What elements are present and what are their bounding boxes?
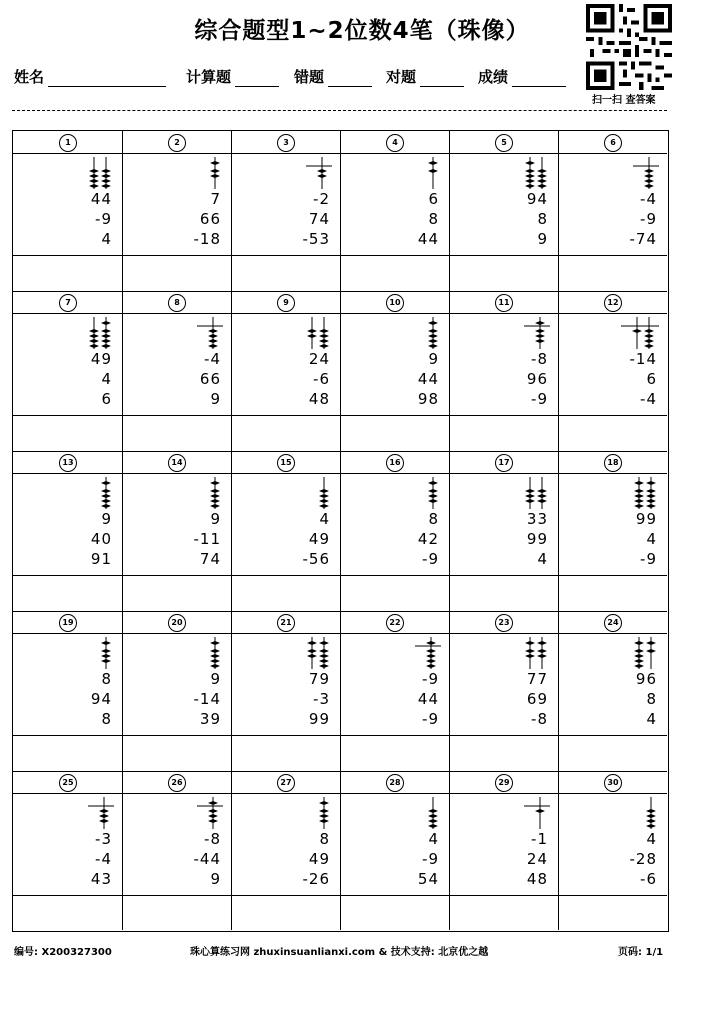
addend-number: -9	[531, 390, 548, 408]
addend-number: -4	[640, 390, 657, 408]
problem-cell	[340, 291, 449, 451]
addend-list	[349, 669, 439, 729]
name-field[interactable]	[14, 66, 166, 87]
addend-list	[349, 349, 439, 409]
calc-blank[interactable]	[235, 68, 279, 87]
question-number: 16	[386, 454, 404, 472]
addend-number: 48	[308, 390, 330, 408]
problem-cell	[122, 291, 231, 451]
addend-number: 94	[526, 190, 548, 208]
addend-number: -4	[95, 850, 112, 868]
abacus-bead-image	[522, 157, 550, 189]
addend-list	[240, 829, 330, 889]
addend-number: 44	[90, 190, 112, 208]
problem-cell	[558, 451, 667, 611]
right-label: 对题	[386, 68, 417, 86]
addend-number: 4	[101, 230, 112, 248]
addend-number: -4	[640, 190, 657, 208]
addend-number: -3	[95, 830, 112, 848]
qr-caption: 扫一扫 查答案	[592, 95, 656, 106]
cut-line	[12, 110, 667, 111]
addend-list	[458, 509, 548, 569]
problem-cell	[558, 131, 667, 291]
addend-number: 42	[417, 530, 439, 548]
question-number: 5	[495, 134, 513, 152]
addend-number: -1	[531, 830, 548, 848]
answer-box[interactable]	[340, 735, 449, 771]
name-blank[interactable]	[48, 68, 166, 87]
addend-number: 9	[210, 670, 221, 688]
addend-number: -4	[204, 350, 221, 368]
addend-list	[567, 669, 657, 729]
problem-cell	[449, 131, 558, 291]
addend-number: 49	[308, 850, 330, 868]
addend-number: 4	[537, 550, 548, 568]
problem-cell	[231, 771, 340, 931]
addend-number: -8	[531, 710, 548, 728]
addend-list	[458, 189, 548, 249]
abacus-bead-image	[425, 317, 441, 349]
addend-list	[567, 829, 657, 889]
question-number: 24	[604, 614, 622, 632]
addend-number: 4	[428, 830, 439, 848]
addend-list	[131, 189, 221, 249]
addend-number: 4	[101, 370, 112, 388]
addend-list	[240, 509, 330, 569]
addend-number: -2	[313, 190, 330, 208]
addend-number: 4	[646, 530, 657, 548]
addend-number: 99	[635, 510, 657, 528]
addend-list	[240, 669, 330, 729]
answer-box[interactable]	[13, 895, 122, 931]
addend-number: 9	[210, 510, 221, 528]
addend-number: -26	[302, 870, 330, 888]
abacus-bead-image	[207, 637, 223, 669]
addend-list	[567, 349, 657, 409]
problem-cell	[558, 771, 667, 931]
addend-number: 9	[101, 510, 112, 528]
answer-box[interactable]	[231, 415, 340, 451]
answer-box[interactable]	[558, 415, 667, 451]
addend-number: 99	[308, 710, 330, 728]
question-number: 29	[495, 774, 513, 792]
addend-number: -9	[422, 670, 439, 688]
addend-number: 44	[417, 690, 439, 708]
addend-number: 4	[646, 710, 657, 728]
question-number: 8	[168, 294, 186, 312]
addend-number: 6	[101, 390, 112, 408]
page-title: 综合题型1~2位数4笔（珠像）	[194, 18, 530, 44]
problem-cell	[13, 131, 122, 291]
abacus-bead-image	[524, 797, 550, 829]
addend-number: 66	[199, 370, 221, 388]
abacus-bead-image	[316, 797, 332, 829]
problem-cell	[231, 131, 340, 291]
addend-number: -8	[531, 350, 548, 368]
answer-box[interactable]	[558, 255, 667, 291]
addend-list	[22, 669, 112, 729]
wrong-label: 错题	[294, 68, 325, 86]
abacus-bead-image	[425, 477, 441, 509]
addend-number: 9	[210, 870, 221, 888]
addend-number: -3	[313, 690, 330, 708]
addend-number: 8	[646, 690, 657, 708]
addend-list	[22, 829, 112, 889]
wrong-field[interactable]	[294, 66, 372, 87]
question-number: 30	[604, 774, 622, 792]
addend-number: 24	[308, 350, 330, 368]
answer-box[interactable]	[449, 735, 558, 771]
abacus-bead-image	[207, 477, 223, 509]
addend-number: 69	[526, 690, 548, 708]
addend-number: 44	[417, 230, 439, 248]
student-info-row	[14, 66, 584, 92]
problem-cell	[449, 611, 558, 771]
addend-list	[22, 349, 112, 409]
abacus-bead-image	[197, 797, 223, 829]
addend-number: -74	[629, 230, 657, 248]
addend-number: 6	[428, 190, 439, 208]
abacus-bead-image	[415, 637, 441, 669]
problem-cell	[340, 771, 449, 931]
question-number: 22	[386, 614, 404, 632]
answer-box[interactable]	[231, 895, 340, 931]
abacus-bead-image	[98, 477, 114, 509]
answer-box[interactable]	[340, 895, 449, 931]
question-number: 21	[277, 614, 295, 632]
wrong-blank[interactable]	[328, 68, 372, 87]
abacus-bead-image	[643, 797, 659, 829]
answer-box[interactable]	[340, 575, 449, 611]
addend-list	[131, 669, 221, 729]
score-field[interactable]	[478, 66, 566, 87]
addend-number: 49	[308, 530, 330, 548]
addend-number: -9	[422, 850, 439, 868]
question-number: 13	[59, 454, 77, 472]
addend-number: 49	[90, 350, 112, 368]
problem-cell	[122, 611, 231, 771]
addend-list	[458, 669, 548, 729]
abacus-bead-image	[88, 797, 114, 829]
addend-number: -9	[640, 210, 657, 228]
answer-box[interactable]	[13, 415, 122, 451]
addend-number: 8	[428, 510, 439, 528]
addend-list	[458, 349, 548, 409]
abacus-bead-image	[522, 477, 550, 509]
addend-number: 39	[199, 710, 221, 728]
answer-box[interactable]	[122, 735, 231, 771]
question-number: 10	[386, 294, 404, 312]
answer-box[interactable]	[122, 895, 231, 931]
qr-code[interactable]	[586, 4, 672, 90]
score-blank[interactable]	[512, 68, 566, 87]
answer-box[interactable]	[231, 735, 340, 771]
addend-number: 91	[90, 550, 112, 568]
calc-label: 计算题	[186, 68, 232, 86]
question-number: 27	[277, 774, 295, 792]
problem-cell	[13, 771, 122, 931]
abacus-bead-image	[425, 797, 441, 829]
addend-number: -9	[95, 210, 112, 228]
question-number: 3	[277, 134, 295, 152]
question-number: 2	[168, 134, 186, 152]
addend-number: 9	[537, 230, 548, 248]
addend-number: 66	[199, 210, 221, 228]
question-number: 1	[59, 134, 77, 152]
answer-box[interactable]	[231, 255, 340, 291]
problem-cell	[449, 291, 558, 451]
right-blank[interactable]	[420, 68, 464, 87]
problem-cell	[13, 291, 122, 451]
addend-number: 24	[526, 850, 548, 868]
abacus-bead-image	[306, 157, 332, 189]
answer-box[interactable]	[558, 575, 667, 611]
problem-cell	[449, 451, 558, 611]
question-number: 12	[604, 294, 622, 312]
addend-number: 9	[428, 350, 439, 368]
addend-number: -14	[193, 690, 221, 708]
question-number: 14	[168, 454, 186, 472]
addend-number: 4	[319, 510, 330, 528]
footer-page: 页码: 1/1	[618, 947, 664, 958]
addend-number: -6	[640, 870, 657, 888]
addend-number: 94	[90, 690, 112, 708]
addend-number: 79	[308, 670, 330, 688]
addend-number: 98	[417, 390, 439, 408]
addend-number: 74	[308, 210, 330, 228]
addend-number: 8	[101, 710, 112, 728]
problem-cell	[122, 451, 231, 611]
addend-number: 54	[417, 870, 439, 888]
answer-box[interactable]	[122, 255, 231, 291]
addend-number: -9	[640, 550, 657, 568]
question-number: 19	[59, 614, 77, 632]
abacus-bead-image	[86, 317, 114, 349]
addend-number: 77	[526, 670, 548, 688]
question-number: 15	[277, 454, 295, 472]
question-number: 17	[495, 454, 513, 472]
addend-list	[22, 509, 112, 569]
addend-number: 96	[635, 670, 657, 688]
addend-number: 40	[90, 530, 112, 548]
abacus-bead-image	[631, 637, 659, 669]
addend-number: 9	[210, 390, 221, 408]
addend-number: 43	[90, 870, 112, 888]
addend-number: 74	[199, 550, 221, 568]
addend-number: 99	[526, 530, 548, 548]
answer-box[interactable]	[340, 255, 449, 291]
footer-code: 编号: X200327300	[14, 947, 112, 958]
problem-cell	[13, 451, 122, 611]
answer-box[interactable]	[449, 255, 558, 291]
addend-number: -53	[302, 230, 330, 248]
abacus-bead-image	[633, 157, 659, 189]
addend-list	[131, 829, 221, 889]
addend-number: -11	[193, 530, 221, 548]
problem-cell	[340, 131, 449, 291]
addend-number: 7	[210, 190, 221, 208]
question-number: 11	[495, 294, 513, 312]
abacus-bead-image	[86, 157, 114, 189]
abacus-bead-image	[524, 317, 550, 349]
addend-number: 8	[319, 830, 330, 848]
answer-box[interactable]	[449, 415, 558, 451]
question-number: 9	[277, 294, 295, 312]
addend-list	[458, 829, 548, 889]
addend-list	[349, 829, 439, 889]
addend-number: 6	[646, 370, 657, 388]
score-label: 成绩	[478, 68, 509, 86]
addend-number: 48	[526, 870, 548, 888]
question-number: 26	[168, 774, 186, 792]
problem-cell	[231, 291, 340, 451]
answer-box[interactable]	[122, 575, 231, 611]
question-number: 7	[59, 294, 77, 312]
addend-number: 4	[646, 830, 657, 848]
addend-number: 8	[537, 210, 548, 228]
problem-grid	[12, 130, 669, 932]
right-field[interactable]	[386, 66, 464, 87]
problem-cell	[340, 451, 449, 611]
answer-box[interactable]	[558, 735, 667, 771]
addend-number: -8	[204, 830, 221, 848]
addend-number: -9	[422, 550, 439, 568]
abacus-bead-image	[316, 477, 332, 509]
question-number: 6	[604, 134, 622, 152]
abacus-bead-image	[98, 637, 114, 669]
question-number: 23	[495, 614, 513, 632]
question-number: 4	[386, 134, 404, 152]
answer-box[interactable]	[13, 735, 122, 771]
addend-number: -9	[422, 710, 439, 728]
abacus-bead-image	[197, 317, 223, 349]
abacus-bead-image	[207, 157, 223, 189]
answer-box[interactable]	[558, 895, 667, 931]
abacus-bead-image	[522, 637, 550, 669]
problem-cell	[13, 611, 122, 771]
question-number: 25	[59, 774, 77, 792]
addend-list	[22, 189, 112, 249]
addend-number: -28	[629, 850, 657, 868]
addend-list	[131, 349, 221, 409]
addend-number: -56	[302, 550, 330, 568]
answer-box[interactable]	[13, 575, 122, 611]
addend-number: 8	[101, 670, 112, 688]
question-number: 28	[386, 774, 404, 792]
abacus-bead-image	[621, 317, 659, 349]
addend-number: 8	[428, 210, 439, 228]
abacus-bead-image	[631, 477, 659, 509]
answer-box[interactable]	[122, 415, 231, 451]
addend-number: -6	[313, 370, 330, 388]
problem-cell	[122, 131, 231, 291]
addend-number: 33	[526, 510, 548, 528]
problem-cell	[558, 611, 667, 771]
abacus-bead-image	[304, 317, 332, 349]
addend-list	[240, 189, 330, 249]
problem-cell	[340, 611, 449, 771]
addend-list	[131, 509, 221, 569]
addend-number: 96	[526, 370, 548, 388]
answer-box[interactable]	[340, 415, 449, 451]
problem-cell	[231, 451, 340, 611]
addend-number: -18	[193, 230, 221, 248]
addend-list	[567, 189, 657, 249]
problem-cell	[558, 291, 667, 451]
problem-cell	[122, 771, 231, 931]
footer-site: 珠心算练习网 zhuxinsuanlianxi.com & 技术支持: 北京优之越	[190, 947, 489, 958]
addend-list	[349, 509, 439, 569]
name-label: 姓名	[14, 68, 45, 86]
answer-box[interactable]	[231, 575, 340, 611]
abacus-bead-image	[425, 157, 441, 189]
addend-list	[349, 189, 439, 249]
question-number: 20	[168, 614, 186, 632]
problem-cell	[449, 771, 558, 931]
addend-number: -44	[193, 850, 221, 868]
question-number: 18	[604, 454, 622, 472]
answer-box[interactable]	[13, 255, 122, 291]
addend-list	[567, 509, 657, 569]
answer-box[interactable]	[449, 895, 558, 931]
addend-number: 44	[417, 370, 439, 388]
addend-number: -14	[629, 350, 657, 368]
calc-field[interactable]	[186, 66, 279, 87]
problem-cell	[231, 611, 340, 771]
addend-list	[240, 349, 330, 409]
answer-box[interactable]	[449, 575, 558, 611]
abacus-bead-image	[304, 637, 332, 669]
